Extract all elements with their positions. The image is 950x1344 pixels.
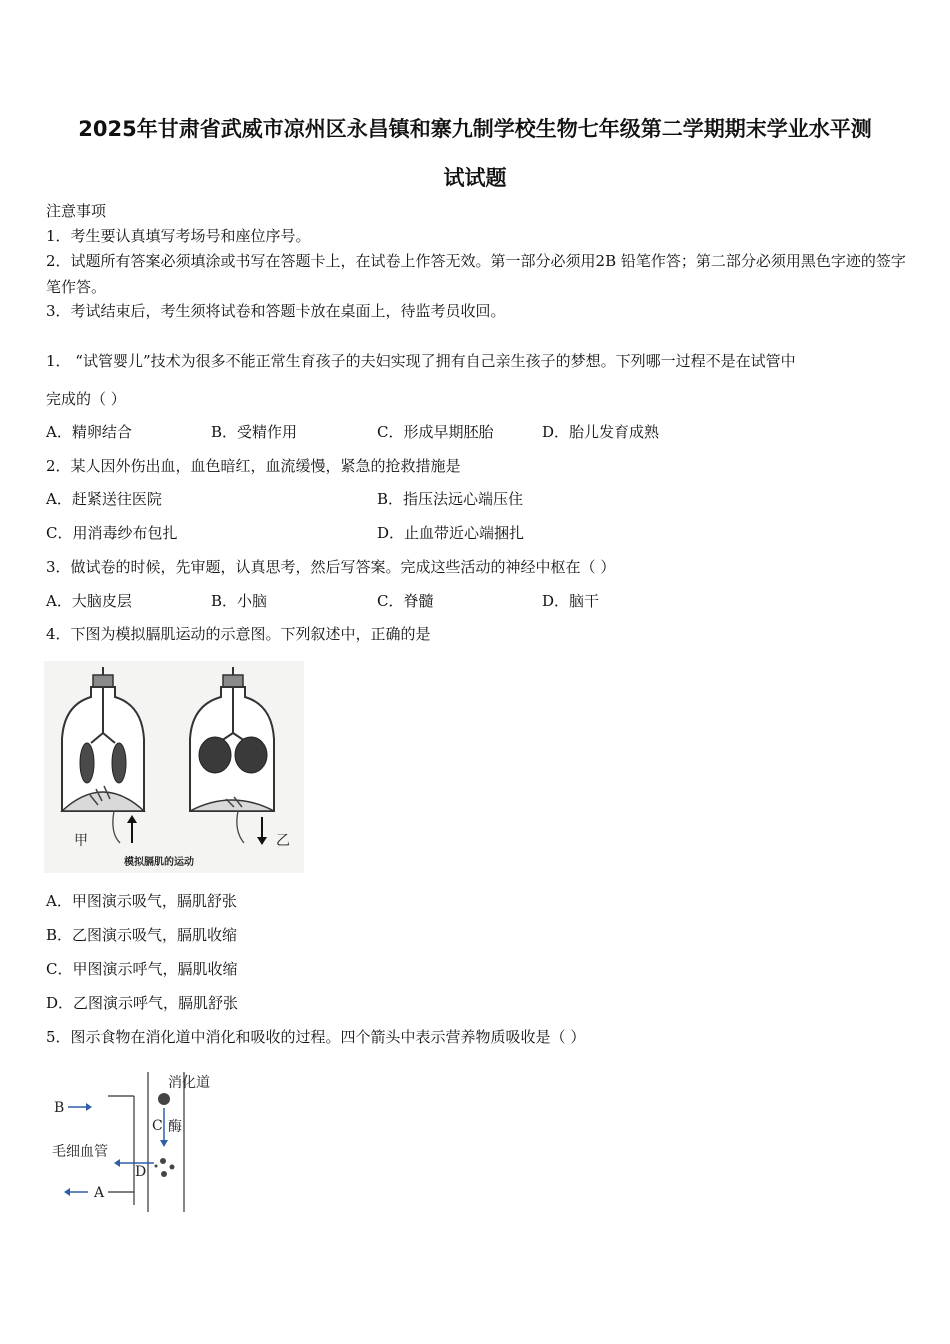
q2-option-a: A．赶紧送往医院 [46,490,162,508]
q1-stem-line2: 完成的（ ） [46,390,126,408]
notice-item-3: 3．考试结束后，考生须将试卷和答题卡放在桌面上，待监考员收回。 [46,302,506,320]
arrow-label-a: A [94,1185,105,1201]
q1-option-c: C．形成早期胚胎 [377,423,494,441]
label-digestive-tract: 消化道 [168,1075,210,1091]
food-molecule-large [158,1093,170,1105]
q4-option-d: D．乙图演示呼气，膈肌舒张 [46,994,239,1012]
document-title-line1: 2025年甘肃省武威市凉州区永昌镇和寨九制学校生物七年级第二学期期末学业水平测 [78,117,872,141]
q2-option-d: D．止血带近心端捆扎 [377,524,525,542]
q3-stem: 3．做试卷的时候，先审题，认真思考，然后写答案。完成这些活动的神经中枢在（ ） [46,558,616,576]
label-capillary: 毛细血管 [52,1144,108,1160]
q3-option-d: D．脑干 [542,592,600,610]
q1-option-b: B．受精作用 [211,423,298,441]
notice-item-2: 2．试题所有答案必须填涂或书写在答题卡上，在试卷上作答无效。第一部分必须用2B 铅笔作答；第二部分必须用黑色字迹的签字笔作答。 [46,252,906,296]
q3-option-a: A．大脑皮层 [46,592,132,610]
q2-option-c: C．用消毒纱布包扎 [46,524,178,542]
diaphragm-model-figure [44,661,304,873]
q1-stem-line1: 1． “试管婴儿”技术为很多不能正常生育孩子的夫妇实现了拥有自己亲生孩子的梦想。下列哪一过程不是在试管中 [46,352,796,370]
figure-caption: 模拟膈肌的运动 [124,857,194,868]
document-title-line2: 试试题 [443,166,507,190]
q2-option-b: B．指压法远心端压住 [377,490,524,508]
q2-stem: 2．某人因外伤出血，血色暗红，血流缓慢，紧急的抢救措施是 [46,457,461,475]
q4-option-c: C．甲图演示呼气，膈肌收缩 [46,960,238,978]
notice-heading: 注意事项 [46,202,107,220]
figure-label-jia: 甲 [74,833,88,849]
q4-stem: 4．下图为模拟膈肌运动的示意图。下列叙述中，正确的是 [46,625,431,643]
q1-option-a: A．精卵结合 [46,423,132,441]
q4-option-a: A．甲图演示吸气，膈肌舒张 [46,892,237,910]
q5-stem: 5．图示食物在消化道中消化和吸收的过程。四个箭头中表示营养物质吸收是（ ） [46,1028,586,1046]
notice-item-1: 1．考生要认真填写考场号和座位序号。 [46,227,311,245]
arrow-label-c: C [152,1118,163,1134]
label-enzyme: 酶 [168,1119,182,1135]
figure-label-yi: 乙 [276,833,290,849]
q3-option-c: C．脊髓 [377,592,434,610]
digestion-absorption-figure [46,1068,236,1218]
arrow-label-d: D [135,1164,147,1180]
q4-option-b: B．乙图演示吸气，膈肌收缩 [46,926,238,944]
q1-option-d: D．胎儿发育成熟 [542,423,660,441]
q3-option-b: B．小脑 [211,592,268,610]
arrow-label-b: B [54,1100,65,1116]
